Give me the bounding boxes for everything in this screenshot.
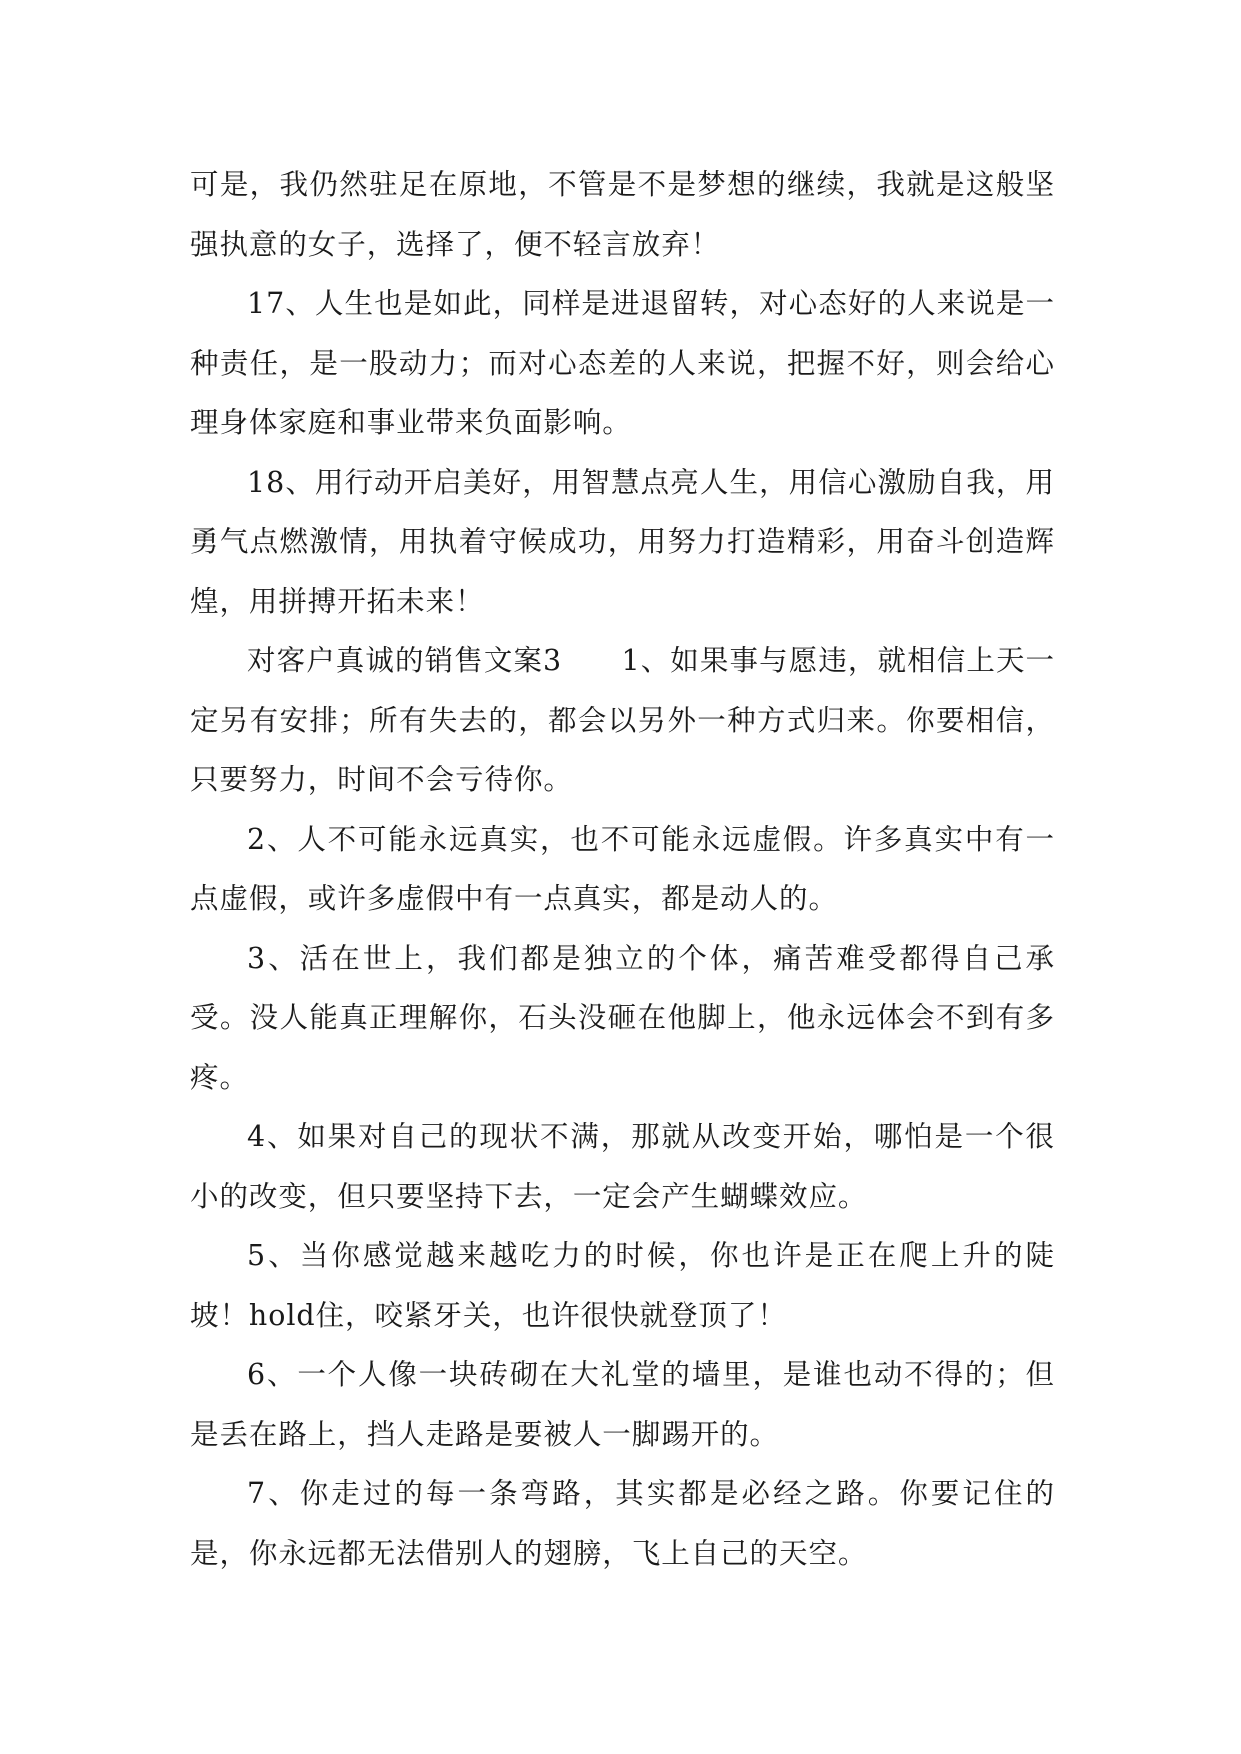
paragraph-item-4: 4、如果对自己的现状不满，那就从改变开始，哪怕是一个很小的改变，但只要坚持下去，一定会产生蝴蝶效应。 (190, 1120, 1055, 1213)
paragraph-intro: 可是，我仍然驻足在原地，不管是不是梦想的继续，我就是这般坚强执意的女子，选择了，便不轻言放弃！ (190, 168, 1055, 261)
paragraph-item-3: 3、活在世上，我们都是独立的个体，痛苦难受都得自己承受。没人能真正理解你，石头没砸在他脚上，他永远体会不到有多疼。 (190, 941, 1055, 1094)
paragraph-item-5: 5、当你感觉越来越吃力的时候，你也许是正在爬上升的陡坡！hold住，咬紧牙关，也许很快就登顶了！ (190, 1239, 1055, 1332)
paragraph-17: 17、人生也是如此，同样是进退留转，对心态好的人来说是一种责任，是一股动力；而对心态差的人来说，把握不好，则会给心理身体家庭和事业带来负面影响。 (190, 287, 1055, 439)
paragraph-item-7: 7、你走过的每一条弯路，其实都是必经之路。你要记住的是，你永远都无法借别人的翅膀，飞上自己的天空。 (190, 1477, 1055, 1570)
paragraph-item-2: 2、人不可能永远真实，也不可能永远虚假。许多真实中有一点虚假，或许多虚假中有一点真实，都是动人的。 (190, 822, 1055, 915)
paragraph-18: 18、用行动开启美好，用智慧点亮人生，用信心激励自我，用勇气点燃激情，用执着守候成功，用努力打造精彩，用奋斗创造辉煌，用拼搏开拓未来！ (190, 465, 1055, 618)
document-body (190, 155, 1055, 1583)
paragraph-item-6: 6、一个人像一块砖砌在大礼堂的墙里，是谁也动不得的；但是丢在路上，挡人走路是要被人一脚踢开的。 (190, 1358, 1055, 1451)
paragraph-section-3-item-1: 对客户真诚的销售文案3 1、如果事与愿违，就相信上天一定另有安排；所有失去的，都会以另外一种方式归来。你要相信，只要努力，时间不会亏待你。 (190, 644, 1055, 796)
